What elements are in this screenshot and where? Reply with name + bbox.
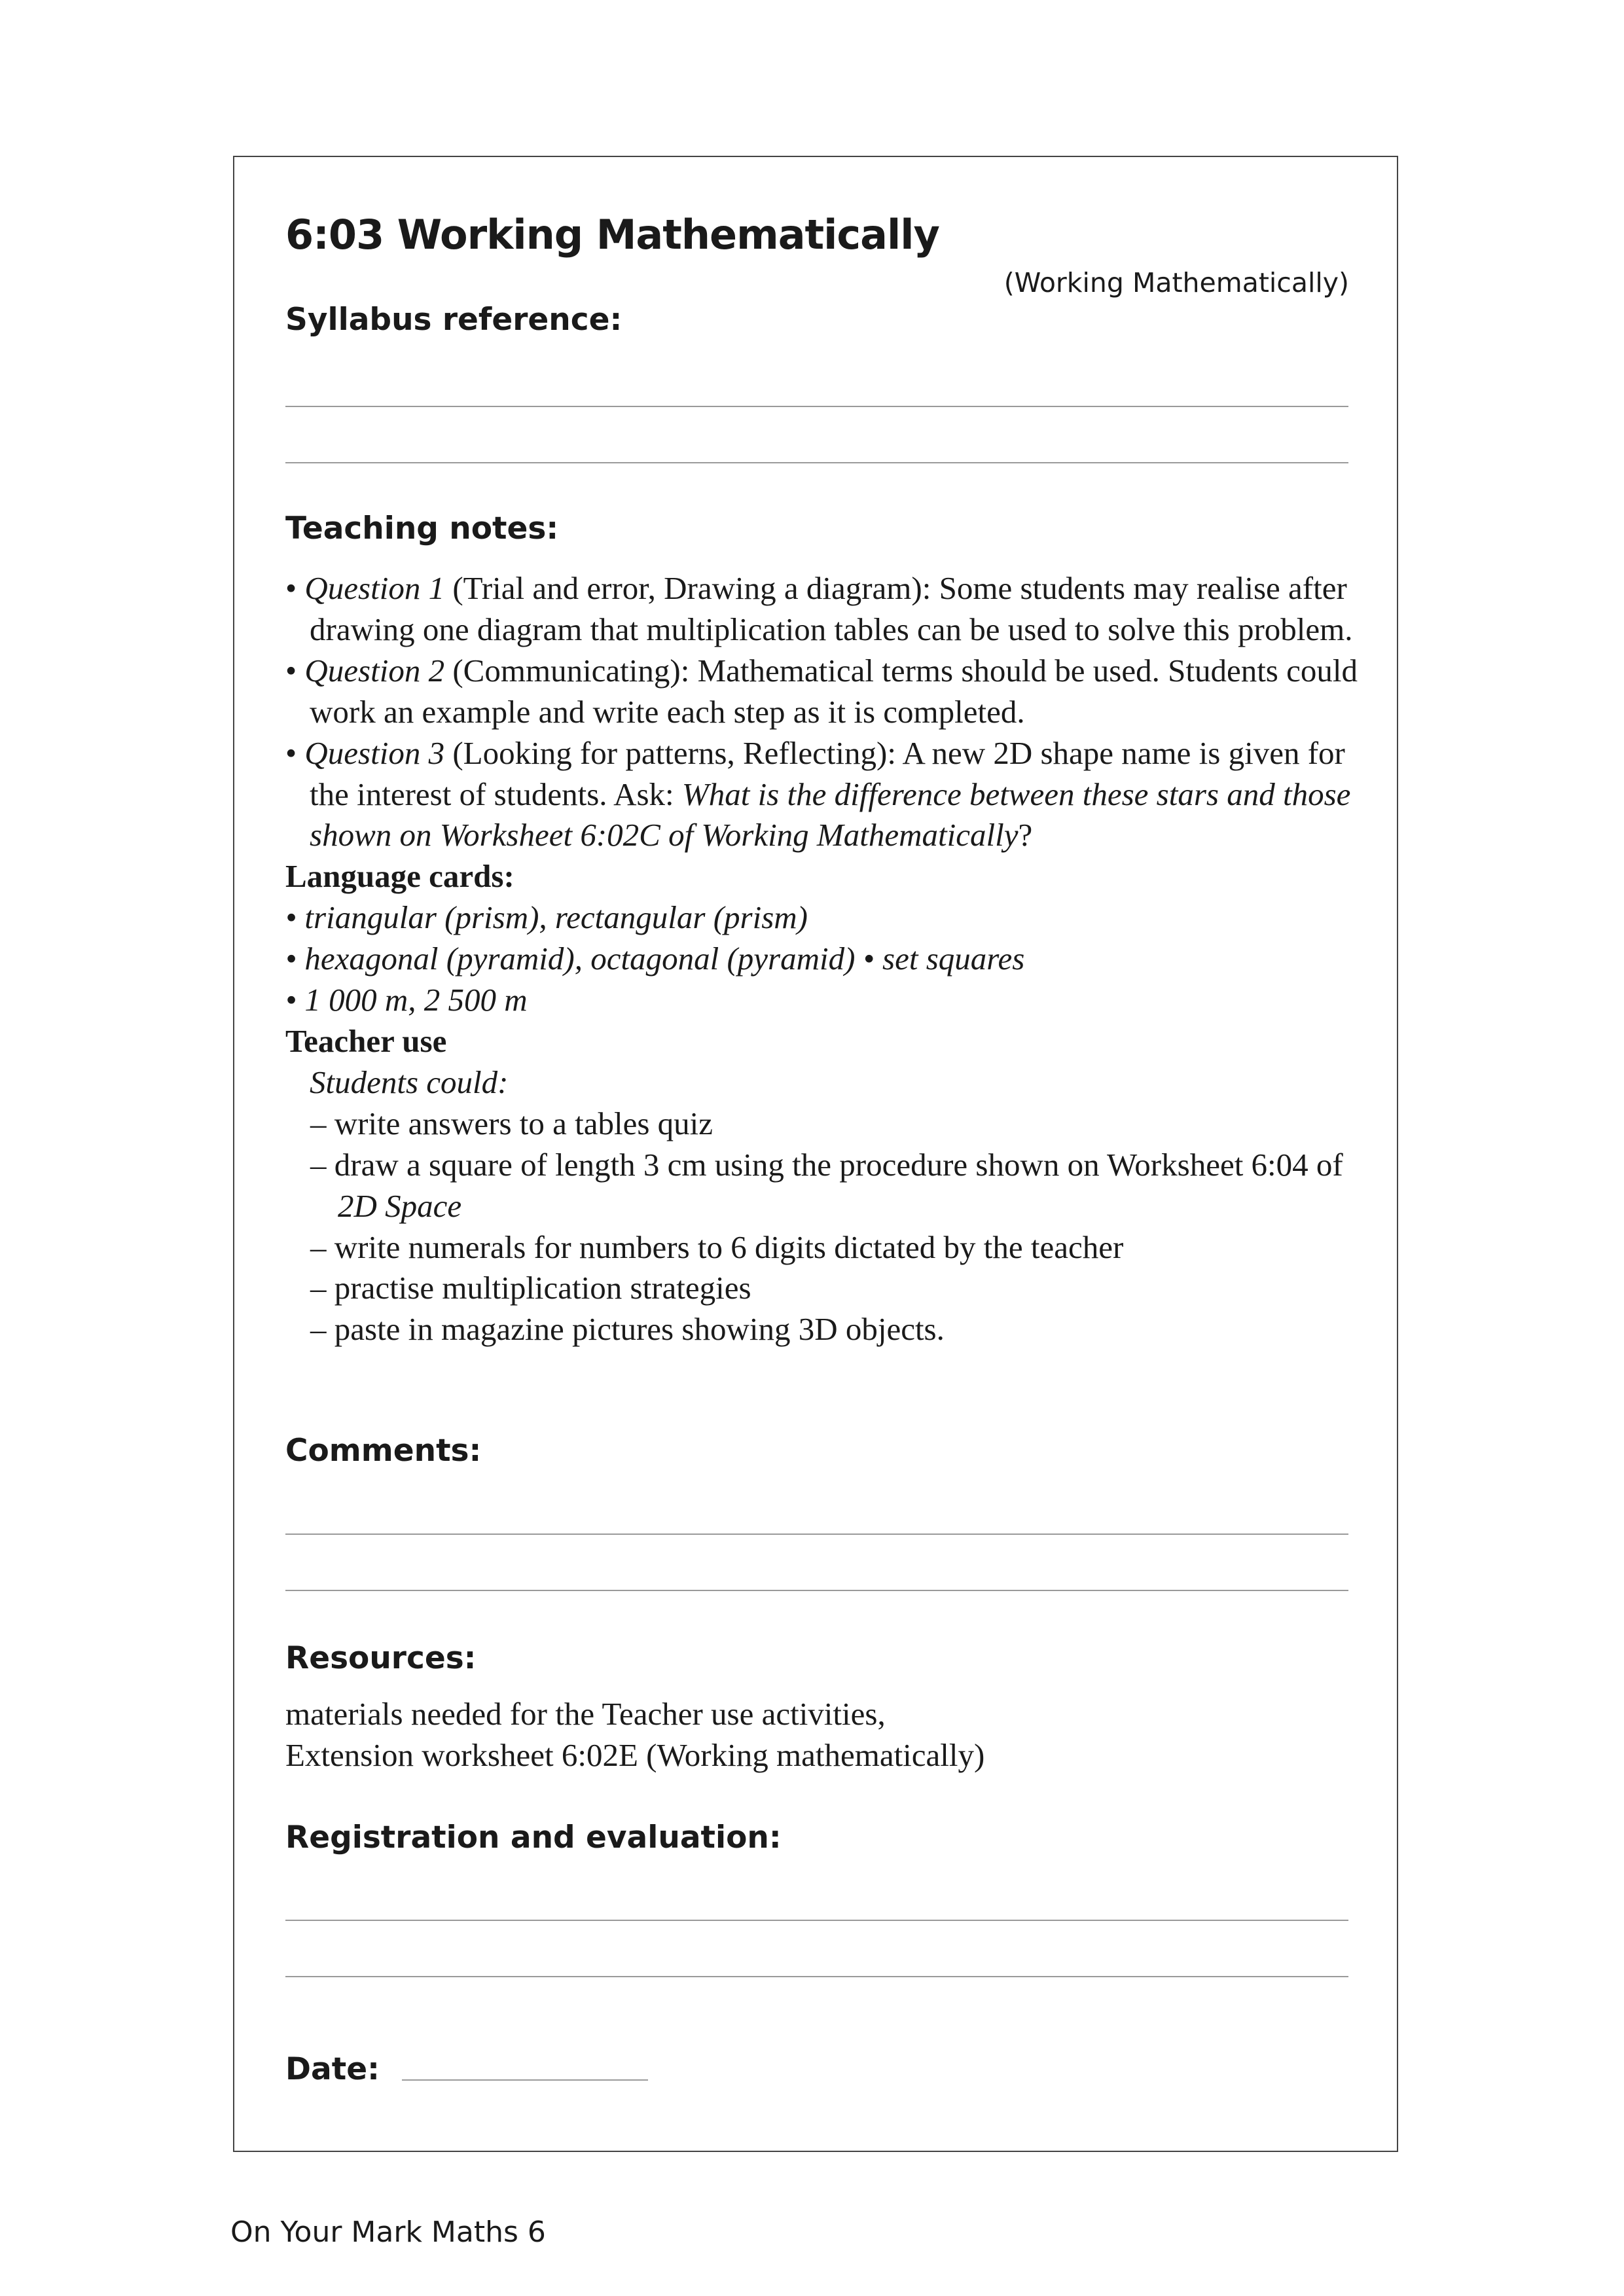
language-cards-heading: Language cards: [285, 858, 514, 895]
topic-tag: (Working Mathematically) [1003, 267, 1349, 298]
date-write-line [402, 2079, 648, 2081]
note-question-3 [285, 733, 1359, 857]
question-1-text: (Trial and error, Drawing a diagram): Some students may realise after drawing one diagram that multiplication tables can be used to solve this problem. [310, 570, 1353, 647]
teacher-use-item: – write answers to a tables quiz [310, 1105, 713, 1141]
page-title: 6:03 Working Mathematically [285, 211, 939, 259]
bullet: • [285, 570, 297, 606]
syllabus-write-line-1 [285, 406, 1348, 407]
teacher-use-item: – practise multiplication strategies [310, 1270, 751, 1306]
teacher-use-item [285, 1145, 1359, 1227]
comments-write-line-1 [285, 1534, 1348, 1535]
syllabus-reference-heading: Syllabus reference: [285, 302, 623, 338]
language-card-line-1: • triangular (prism), rectangular (prism) [285, 899, 808, 936]
registration-heading: Registration and evaluation: [285, 1820, 782, 1856]
bullet: • [285, 734, 297, 771]
comments-heading: Comments: [285, 1433, 482, 1469]
resources-line-2: Extension worksheet 6:02E (Working mathematically) [285, 1736, 985, 1773]
teacher-use-item-text: – draw a square of length 3 cm using the procedure shown on Worksheet 6:04 of [310, 1146, 1343, 1183]
resources-line-1: materials needed for the Teacher use activities, [285, 1696, 886, 1732]
comments-write-line-2 [285, 1590, 1348, 1591]
question-3-end: ? [1018, 817, 1033, 853]
question-3-ask: What is the difference between these stars and those shown on Worksheet 6:02C of Working Mathematically [310, 776, 1351, 853]
teacher-use-item: – write numerals for numbers to 6 digits dictated by the teacher [310, 1229, 1124, 1265]
question-2-text: (Communicating): Mathematical terms should be used. Students could work an example and write each step as it is completed. [310, 652, 1358, 730]
language-card-line-3: • 1 000 m, 2 500 m [285, 982, 528, 1018]
registration-write-line-2 [285, 1976, 1348, 1977]
bullet: • [285, 652, 297, 689]
date-label: Date: [285, 2051, 380, 2087]
question-1-label: Question 1 [304, 570, 445, 606]
resources-heading: Resources: [285, 1640, 477, 1676]
page-footer: On Your Mark Maths 6 [230, 2215, 546, 2249]
language-card-line-2: • hexagonal (pyramid), octagonal (pyramid) • set squares [285, 941, 1025, 977]
teacher-use-heading: Teacher use [285, 1022, 447, 1059]
syllabus-write-line-2 [285, 462, 1348, 463]
question-3-label: Question 3 [304, 734, 445, 771]
teacher-use-item: – paste in magazine pictures showing 3D objects. [310, 1311, 945, 1348]
note-question-2 [285, 651, 1359, 733]
teacher-use-intro: Students could: [310, 1064, 509, 1100]
question-3-text: (Looking for patterns, Reflecting): A new 2D shape name is given for the interest of students. Ask: [310, 734, 1345, 812]
note-question-1 [285, 568, 1359, 651]
teaching-notes-heading: Teaching notes: [285, 511, 559, 547]
question-2-label: Question 2 [304, 652, 445, 689]
resources-body [285, 1694, 984, 1776]
teaching-notes-body [285, 568, 1359, 1350]
teacher-use-item-reference: 2D Space [338, 1187, 462, 1224]
registration-write-line-1 [285, 1920, 1348, 1921]
